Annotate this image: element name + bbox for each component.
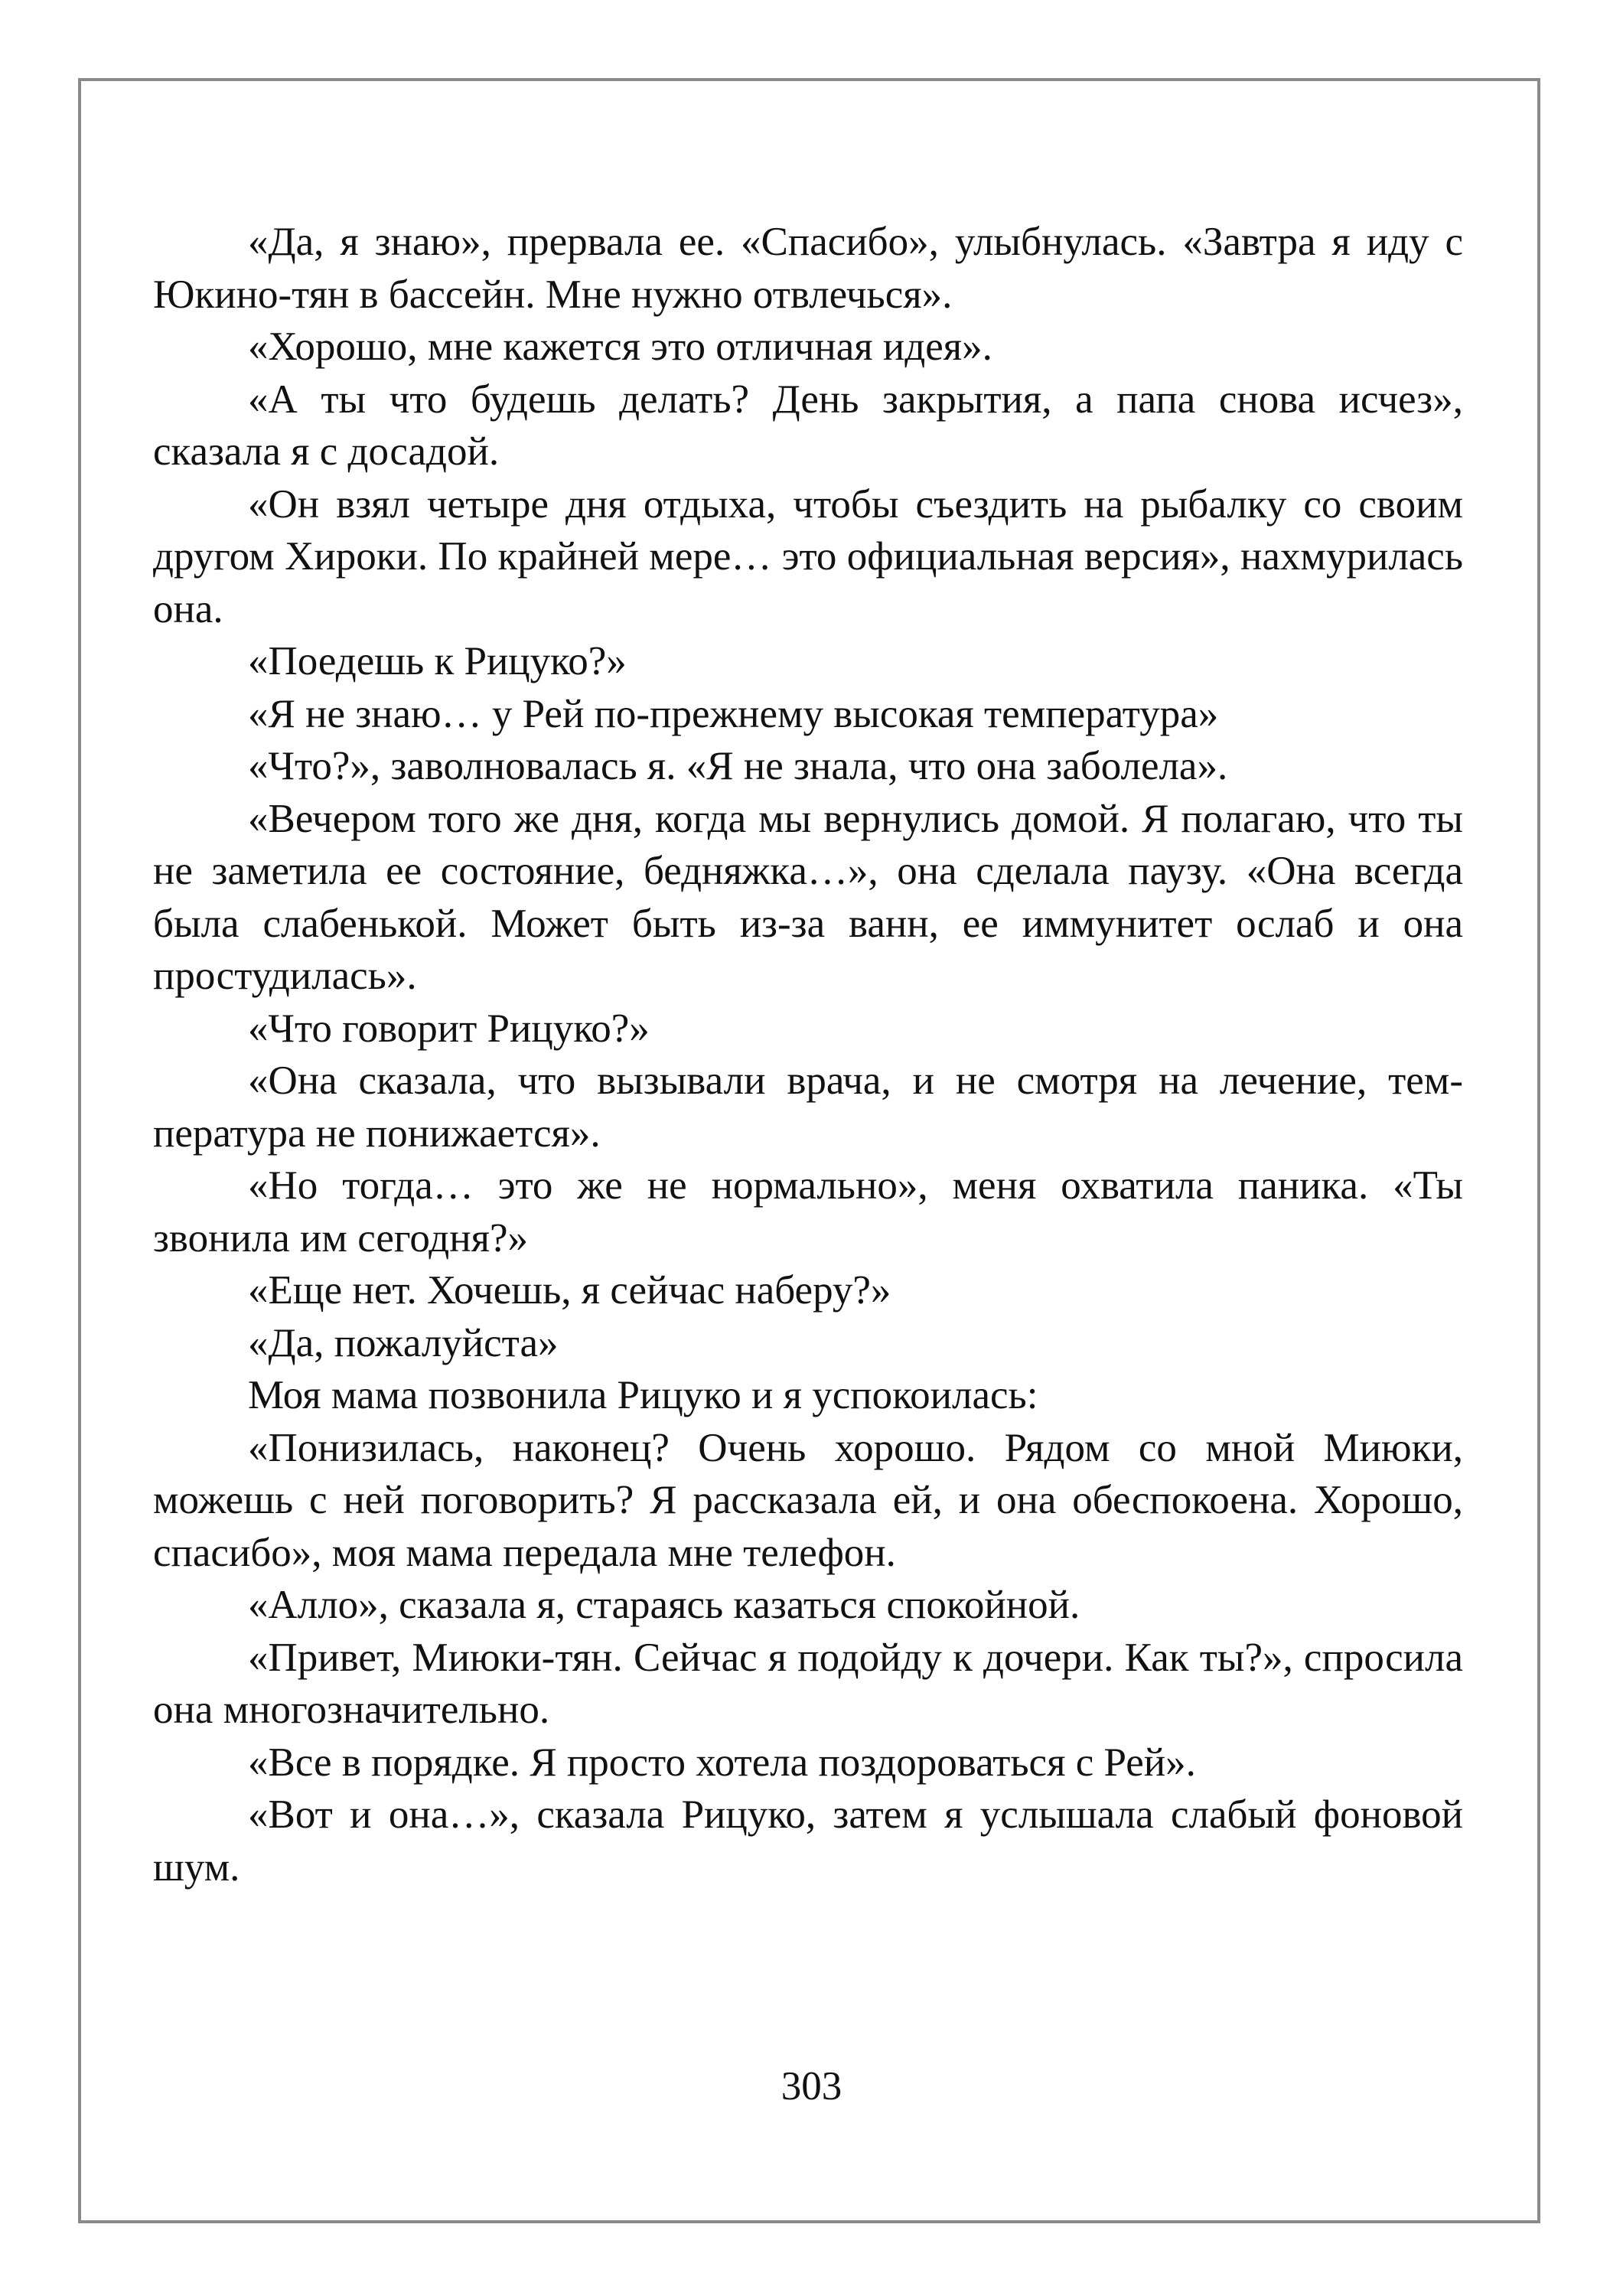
paragraph-9: «Что говорит Рицуко?»: [248, 1006, 650, 1051]
paragraph-12: «Еще нет. Хочешь, я сейчас наберу?»: [248, 1268, 891, 1313]
paragraph-6: «Я не знаю… у Рей по-прежнему высокая температура»: [248, 691, 1219, 736]
paragraph-10: «Она сказала, что вызывали врача, и не смотря на лечение, температура не понижается».: [153, 1058, 1463, 1156]
paragraph-16: «Алло», сказала я, стараясь казаться спокойной.: [248, 1583, 1080, 1627]
paragraph-4: «Он взял четыре дня отдыха, чтобы съездить на рыбалку со своим другом Хироки. По крайней мере… это официальная версия», нахмурилась она.: [153, 481, 1463, 631]
paragraph-15: «Понизилась, наконец? Очень хорошо. Рядом со мной Миюки, можешь с ней поговорить? Я рассказала ей, и она обеспокоена. Хорошо, спасибо», моя мама передала мне телефон.: [153, 1425, 1463, 1575]
paragraph-17: «Привет, Миюки-тян. Сейчас я подойду к дочери. Как ты?», спросила она многозначительно.: [153, 1635, 1463, 1732]
paragraph-3: «А ты что будешь делать? День закрытия, а папа снова исчез», сказала я с досадой.: [153, 377, 1463, 474]
paragraph-7: «Что?», заволновалась я. «Я не знала, что она заболела».: [248, 744, 1228, 788]
paragraph-19: «Вот и она…», сказала Рицуко, затем я услышала слабый фоновой шум.: [153, 1792, 1463, 1890]
paragraph-1: «Да, я знаю», прервала ее. «Спасибо», улыбнулась. «Завтра я иду с Юкино-тян в бассейн. Мне нужно отвлечься».: [153, 220, 1463, 317]
paragraph-13: «Да, пожалуйста»: [248, 1320, 559, 1365]
page-number: 303: [781, 2064, 842, 2108]
paragraph-2: «Хорошо, мне кажется это отличная идея».: [248, 325, 992, 369]
paragraph-5: «Поедешь к Рицуко?»: [248, 639, 627, 683]
paragraph-18: «Все в порядке. Я просто хотела поздороваться с Рей».: [248, 1740, 1196, 1785]
paragraph-11: «Но тогда… это же не нормально», меня охватила паника. «Ты звонила им сегодня?»: [153, 1163, 1463, 1261]
paragraph-8: «Вечером того же дня, когда мы вернулись домой. Я полагаю, что ты не заметила ее состояние, бедняжка…», она сделала паузу. «Она всегда была слабенькой. Может быть из-за ванн, ее иммунитет ослаб и она простудилась».: [153, 796, 1463, 998]
book-text: [153, 216, 1463, 1893]
paragraph-14: Моя мама позвонила Рицуко и я успокоилась:: [248, 1373, 1038, 1417]
